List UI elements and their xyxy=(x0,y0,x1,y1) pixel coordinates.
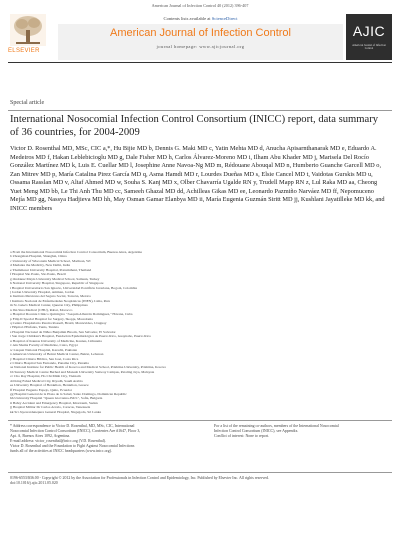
footnote-line: funds all of the activities at INICC headquarters (www.inicc.org). xyxy=(10,448,112,453)
affiliation-item: s Hospital Nacional de Niños Benjamín Bloom, San Salvador, El Salvador xyxy=(10,329,116,334)
affiliation-item: c University of Wisconsin Medical School, Madison, WI xyxy=(10,258,91,263)
affiliation-list xyxy=(10,250,390,414)
affiliation-item: ff Hospital Eugenio Espejo, Quito, Ecuador xyxy=(10,387,72,392)
journal-homepage[interactable]: journal homepage: www.ajicjournal.org xyxy=(156,44,245,49)
coauthor-footnote xyxy=(214,424,392,439)
affiliation-item: aa National Institute for Public Health of Kosova and Medical School, Prishtina University, Prishtina, Kosovo xyxy=(10,365,167,370)
journal-title: American Journal of Infection Control xyxy=(110,27,291,39)
affiliation-item: cc Cho Ray Hospital, Ho Chi Minh City, Vietnam xyxy=(10,374,81,379)
affiliation-item: w Liaquat National Hospital, Karachi, Pakistan xyxy=(10,347,78,352)
ajic-logo xyxy=(346,14,392,60)
affiliation-item: d Medanta the Medicity, New Delhi, India xyxy=(10,263,71,268)
affiliation-item: o Hospital Docente Clínico Quirúrgico "Joaquín Albarrán Domínguez," Havana, Cuba xyxy=(10,312,133,317)
author-list: Victor D. Rosenthal MD, MSc, CIC a,*, Hu Bijie MD b, Dennis G. Maki MD c, Yatin Mehta MD d, Anucha Apisarnthanarak MD e, Eduardo A. Medeiros MD f, Hakan Leblebicioglu MD g, Dale Fisher MD h, Carlos Álvarez-Moreno MD i, Ilham Abu Khader MD j, Marisela Del Rocío González Martínez MD k, Luis E. Cuellar MD l, Josephine Anne Navoa-Ng MD m, Rédouane Abouqal MD n, Humberto Guanche Garcell MD o, Zan Mitrev MD p, María Catalina Pirez García MD q, Asma Hamdi MD r, Lourdes Dueñas MD s, Elsie Cancel MD t, Vaidotas Gurskis MD u, Ossama Rasslan MD v, Altaf Ahmed MD w, Souha S. Kanj MD x, Olber Chavarría Ugalde RN y, Trudell Mapp RN z, Lul Raka MD aa, Cheong Yuet Meng MD bb, Le Thi Anh Thu MD cc, Sameeh Ghazal MD dd, Achilleas Gikas MD ee, Leonardo Pazmiño Narváez MD ff, Nepomuceno Mejía MD gg, Nassya Hadjieva MD hh, May Osman Gamar Elanbya MD ii, María Eugenia Guzmán Siritt MD jj, Kushlani Jayatilleke MD kk, and INICC members xyxy=(10,145,385,212)
affiliation-item: l Instituto Nacional de Enfermedades Neoplásicas (INEN), Lima, Peru xyxy=(10,298,111,303)
affiliation-item: bb Sunway Medical Centre Berhad and Monash University Sunway Campus, Petaling Jaya, Malaysia xyxy=(10,369,155,374)
footnote-line: Apt. A, Buenos Aires 1092, Argentina. xyxy=(10,433,71,438)
affiliation-item: ee University Hospital of Heraklion, Heraklion, Greece xyxy=(10,383,89,388)
affiliation-item: dd King Fahad Medical City, Riyadh, Saudi Arabia xyxy=(10,378,83,383)
correspondence-footnote xyxy=(10,424,210,453)
copyright-rule xyxy=(8,472,392,473)
affiliation-item: v Ain Shams Faculty of Medicine, Cairo, Egypt xyxy=(10,343,78,348)
title-rule xyxy=(8,110,392,111)
footnote-line: * Address correspondence to Victor D. Rosenthal, MD, MSc, CIC, International xyxy=(10,424,135,428)
affiliation-item: k Instituto Mexicano del Seguro Social, Torreón, Mexico xyxy=(10,294,91,299)
copyright-block xyxy=(10,476,390,486)
affiliation-item: h National University Hospital, Singapore, Republic of Singapore xyxy=(10,281,104,286)
affiliation-item: u Hospital of Kaunas University of Medicine, Kaunas, Lithuania xyxy=(10,338,102,343)
footnote-line: For a list of the remaining co-authors, members of the International Nosocomial xyxy=(214,424,339,428)
header-rule xyxy=(8,62,392,63)
affiliation-item: e Thammasat University Hospital, Pratumthani, Thailand xyxy=(10,267,92,272)
elsevier-logo xyxy=(8,14,54,60)
affiliation-item: m St. Luke's Medical Center, Quezon City, Philippines xyxy=(10,303,88,308)
affiliation-item: t San Jorge Children's Hospital, Fundación Epidemiológica de Puerto Rico, Guaynabo, Puerto Rico xyxy=(10,334,151,339)
affiliation-item: g Ondokuz Mayis University Medical School, Samsun, Turkey xyxy=(10,276,100,281)
section-label: Special article xyxy=(10,100,45,106)
affiliation-item: i Hospital Universitario San Ignacio, Universidad Pontificia Javeriana, Bogotá, Colombia xyxy=(10,285,138,290)
footnote-rule xyxy=(8,420,392,421)
ajic-logo-letters: AJIC xyxy=(352,23,386,39)
affiliation-item: f Hospital São Paulo, São Paulo, Brazil xyxy=(10,272,66,277)
ajic-logo-subtitle: American Journal of Infection Control xyxy=(352,44,386,51)
footnote-line: Nosocomial Infection Control Consortium (INICC), Corrientes Ave #1647, Floor 3, xyxy=(10,428,141,433)
publisher-name: ELSEVIER xyxy=(8,48,40,54)
affiliation-item: gg Hospital General de la Plaza de la Salud, Santo Domingo, Dominican Republic xyxy=(10,392,127,396)
affiliation-item: jj Hospital Militar Dr Carlos Arvelo, Caracas, Venezuela xyxy=(10,405,91,410)
affiliation-item: kk Sri Jayewardenepura General Hospital, Nugegoda, Sri Lanka xyxy=(10,409,102,414)
affiliation-item: q Centro Hospitalario Pereira Rossell, Brazil, Montevideo, Uruguay xyxy=(10,321,107,325)
affiliation-item: a From the International Nosocomial Infection Control Consortium, Buenos Aires, Argentina xyxy=(10,250,142,254)
footnote-line: E-mail address: victor_rosenthal@inicc.org (V.D. Rosenthal). xyxy=(10,438,106,443)
affiliation-item: ii Bahry Accident and Emergency Hospital, Khartoum, Sudan xyxy=(10,400,98,405)
affiliation-item: hh University Hospital "Queen Giovanna-ISUL", Sofia, Bulgaria xyxy=(10,396,103,401)
contents-line xyxy=(58,16,343,21)
contents-prefix: Contents lists available at xyxy=(163,16,212,21)
affiliation-item: b Zhongshan Hospital, Shanghai, China xyxy=(10,254,67,259)
affiliation-item: p Filip II Special Hospital for Surgery, Skopje, Macedonia xyxy=(10,316,93,321)
affiliation-item: n Ibn Sina Medical (CHU), Rabat, Morocco xyxy=(10,307,73,312)
footnote-line: Infection Control Consortium (INICC), see Appendix. xyxy=(214,428,299,433)
footnote-line: Victor D. Rosenthal and the Foundation to Fight Against Nosocomial Infections xyxy=(10,443,135,448)
affiliation-item: j Jordan University Hospital, Amman, Jordan xyxy=(10,289,75,294)
footnote-line: Conflict of interest: None to report. xyxy=(214,433,270,438)
elsevier-tree-icon xyxy=(10,14,46,46)
journal-citation-line: American Journal of Infection Control 40 (2012) 396-407 xyxy=(151,3,249,8)
affiliation-item: y Hospital Clínica Bíblica, San José, Costa Rica xyxy=(10,356,79,361)
article-title: International Nosocomial Infection Control Consortium (INICC) report, data summary of 36 countries, for 2004-2009 xyxy=(10,114,379,138)
affiliation-item: z Clínica Hospital San Fernando, Panama City, Panama xyxy=(10,360,89,365)
affiliation-item: x American University of Beirut Medical Center, Beirut, Lebanon xyxy=(10,352,104,357)
copyright-line: 0196-6553/$36.00 - Copyright © 2012 by the Association for Professionals in Infection Control and Epidemiology, Inc. Published by Elsevier Inc. All rights reserved. xyxy=(10,476,269,480)
sciencedirect-link[interactable]: ScienceDirect xyxy=(211,16,238,21)
copyright-line: doi:10.1016/j.ajic.2011.05.020 xyxy=(10,481,58,485)
affiliation-item: r Hôpital d'Enfants, Tunis, Tunisia xyxy=(10,325,59,330)
